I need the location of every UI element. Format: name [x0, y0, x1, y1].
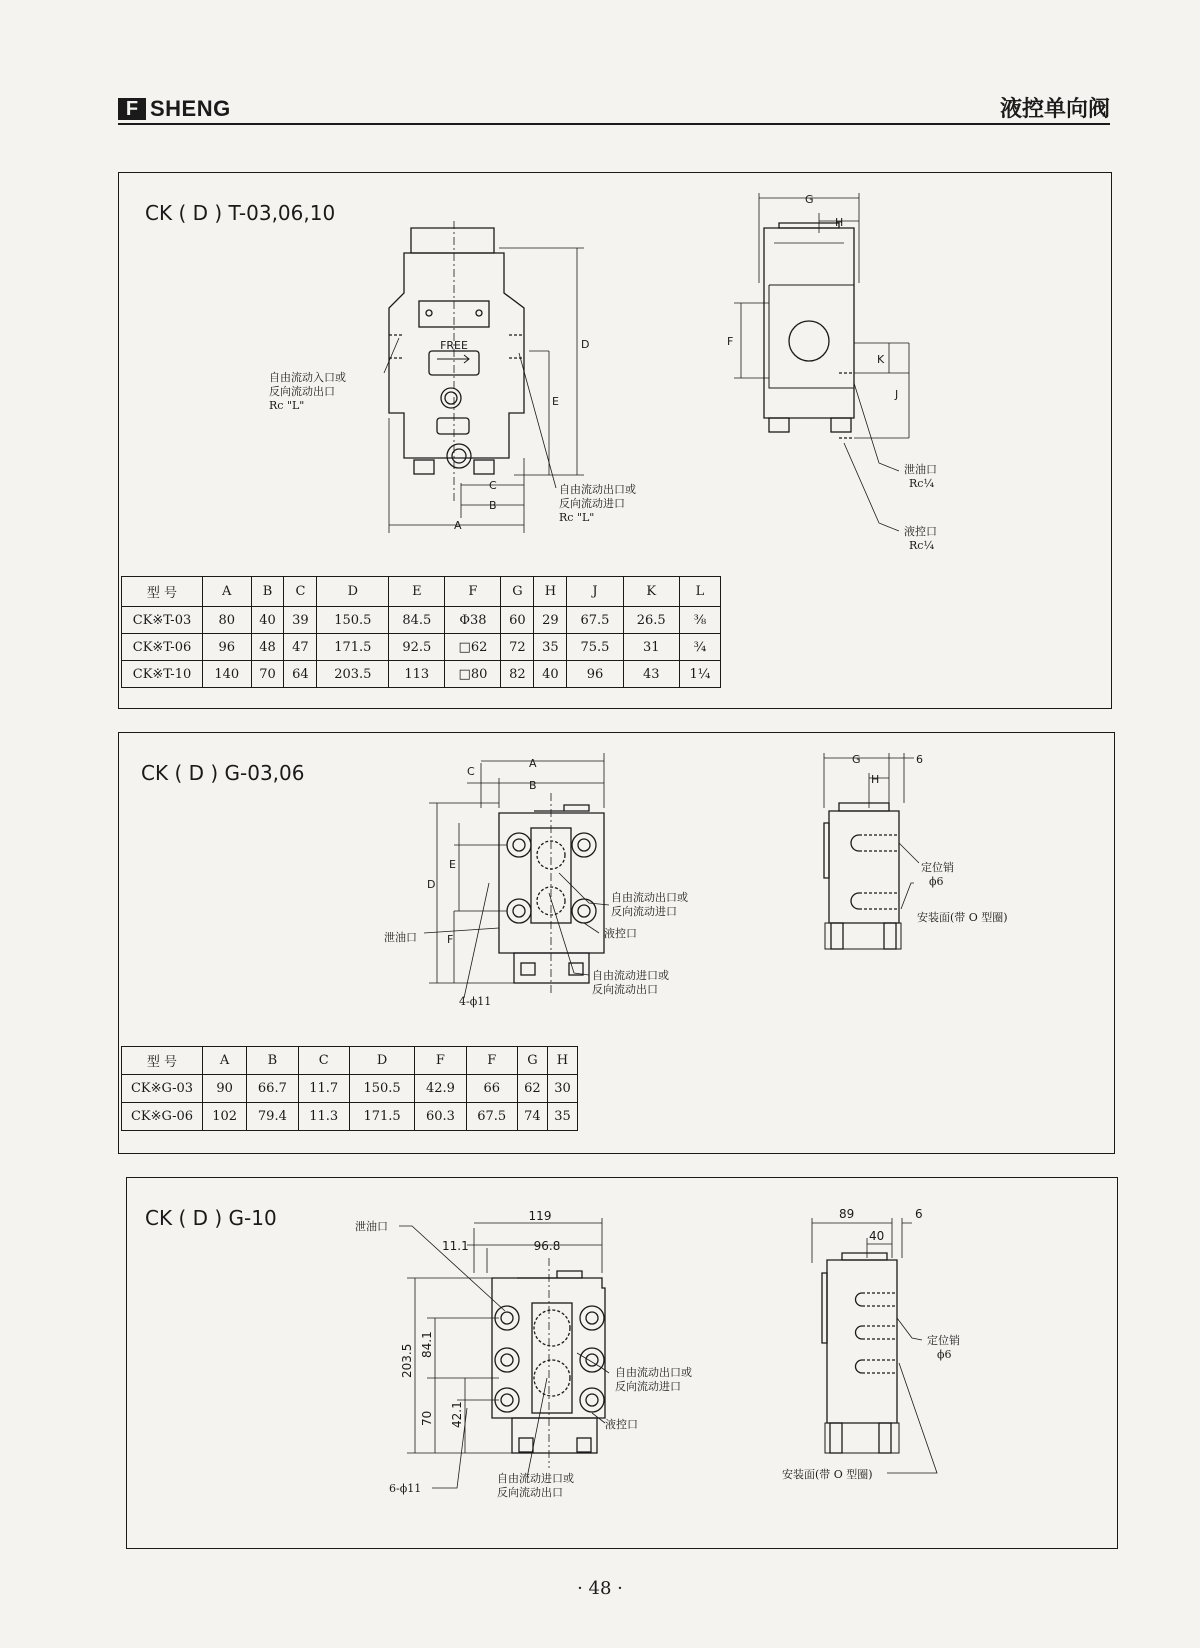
section-title: CK ( D ) T-03,06,10	[145, 201, 336, 225]
table-cell: 80	[203, 607, 252, 634]
table-cell: 171.5	[317, 634, 389, 661]
label-pin-2: ϕ6	[937, 1348, 952, 1361]
table-header: A	[203, 1047, 247, 1075]
table-header: D	[317, 577, 389, 607]
table-cell: 31	[623, 634, 679, 661]
table-cell: 96	[203, 634, 252, 661]
section-ckg10-panel	[126, 1177, 1118, 1549]
page-number: · 48 ·	[577, 1578, 623, 1599]
label-drain: 泄油口	[384, 931, 417, 944]
table-header: F	[415, 1047, 466, 1075]
dim-E: E	[449, 858, 456, 871]
label-port-out: 自由流动出口或	[559, 483, 636, 496]
brand-logo	[118, 96, 231, 122]
table-header: G	[517, 1047, 547, 1075]
label-pin: 定位销	[927, 1334, 960, 1347]
dim-A: A	[529, 757, 537, 770]
dim-C: C	[467, 765, 475, 778]
table-header: F	[466, 1047, 517, 1075]
table-cell: 150.5	[317, 607, 389, 634]
label-port-out-2: 反向流动进口	[559, 497, 625, 510]
table-row	[122, 661, 721, 688]
dim-A: A	[454, 519, 462, 532]
dim-C: C	[489, 479, 497, 492]
label-drain: 泄油口	[904, 463, 937, 476]
dim-40: 40	[869, 1229, 885, 1243]
dim-119: 119	[528, 1209, 552, 1223]
dim-F: F	[447, 933, 454, 946]
table-cell: CK※T-06	[122, 634, 203, 661]
label-pilot-2: Rc¼	[909, 539, 935, 552]
logo-text: SHENG	[150, 96, 231, 121]
label-mount: 安装面(带 O 型圈)	[782, 1468, 873, 1481]
table-cell: 67.5	[567, 607, 623, 634]
label-out-2: 反向流动进口	[611, 905, 677, 918]
table-cell: 35	[547, 1103, 577, 1131]
table-cell: 90	[203, 1075, 247, 1103]
dim-H: H	[835, 216, 844, 229]
dim-203-5: 203.5	[400, 1343, 414, 1378]
label-port-in: 自由流动入口或	[269, 371, 346, 384]
table-cell: 35	[534, 634, 567, 661]
dim-F: F	[727, 335, 734, 348]
page-title: 液控单向阀	[999, 97, 1110, 122]
dim-84-1: 84.1	[420, 1331, 434, 1358]
table-cell: □80	[445, 661, 501, 688]
table-cell: 30	[547, 1075, 577, 1103]
table-cell: 66.7	[247, 1075, 298, 1103]
table-row	[122, 1103, 578, 1131]
table-cell: 171.5	[349, 1103, 414, 1131]
label-pin-2: ϕ6	[929, 875, 944, 888]
table-cell: 82	[501, 661, 534, 688]
table-cell: 40	[534, 661, 567, 688]
table-header: K	[623, 577, 679, 607]
label-drain-2: Rc¼	[909, 477, 935, 490]
dim-D: D	[427, 878, 436, 891]
dim-D: D	[581, 338, 590, 351]
table-cell: 48	[251, 634, 284, 661]
label-in: 自由流动进口或	[592, 969, 669, 982]
table-header: B	[251, 577, 284, 607]
table-cell: 42.9	[415, 1075, 466, 1103]
table-row	[122, 607, 721, 634]
table-cell: 113	[389, 661, 445, 688]
dim-H: H	[871, 773, 880, 786]
table-cell: 64	[284, 661, 317, 688]
dim-6: 6	[916, 753, 923, 766]
table-cell: 140	[203, 661, 252, 688]
table-cell: 43	[623, 661, 679, 688]
header-divider	[118, 123, 1110, 125]
table-cell: CK※T-10	[122, 661, 203, 688]
table-header: F	[445, 577, 501, 607]
label-in-2: 反向流动出口	[592, 983, 658, 996]
table-header-row	[122, 577, 721, 607]
table-cell: 66	[466, 1075, 517, 1103]
free-marker: FREE	[440, 339, 468, 352]
table-row	[122, 634, 721, 661]
table-header: G	[501, 577, 534, 607]
label-pilot: 液控口	[604, 927, 637, 940]
label-pilot: 液控口	[605, 1418, 638, 1431]
table-header: A	[203, 577, 252, 607]
dim-E: E	[552, 395, 559, 408]
table-cell: 70	[251, 661, 284, 688]
table-cell: 74	[517, 1103, 547, 1131]
table-cell: 96	[567, 661, 623, 688]
table-cell: ⅜	[679, 607, 720, 634]
label-in: 自由流动进口或	[497, 1472, 574, 1485]
table-cell: 150.5	[349, 1075, 414, 1103]
label-mount: 安装面(带 O 型圈)	[917, 911, 1008, 924]
table-cell: 79.4	[247, 1103, 298, 1131]
table-cell: 203.5	[317, 661, 389, 688]
dim-42-1: 42.1	[450, 1401, 464, 1428]
table-cell: 60.3	[415, 1103, 466, 1131]
dim-G: G	[805, 193, 814, 206]
label-pilot: 液控口	[904, 525, 937, 538]
dim-89: 89	[839, 1207, 855, 1221]
table-cell: 67.5	[466, 1103, 517, 1131]
table-cell: 47	[284, 634, 317, 661]
table-header: C	[284, 577, 317, 607]
label-drain: 泄油口	[355, 1220, 388, 1233]
table-header: H	[534, 577, 567, 607]
ckg10-drawing	[127, 1178, 1117, 1548]
section-title: CK ( D ) G-03,06	[141, 761, 305, 785]
section-ckg-panel	[118, 732, 1115, 1154]
table-cell: ¾	[679, 634, 720, 661]
dim-70: 70	[420, 1410, 434, 1426]
table-cell: 62	[517, 1075, 547, 1103]
table-header: D	[349, 1047, 414, 1075]
table-header: J	[567, 577, 623, 607]
table-cell: 72	[501, 634, 534, 661]
section-title: CK ( D ) G-10	[145, 1206, 277, 1230]
dim-G: G	[852, 753, 861, 766]
ckg-spec-table	[121, 1046, 578, 1131]
table-cell: 11.3	[298, 1103, 349, 1131]
label-holes: 6-ϕ11	[389, 1482, 422, 1495]
table-cell: 1¼	[679, 661, 720, 688]
section-ckt-panel	[118, 172, 1112, 709]
table-cell: Φ38	[445, 607, 501, 634]
table-cell: CK※T-03	[122, 607, 203, 634]
table-row	[122, 1075, 578, 1103]
label-pin: 定位销	[921, 861, 954, 874]
table-header: E	[389, 577, 445, 607]
table-header: C	[298, 1047, 349, 1075]
table-cell: □62	[445, 634, 501, 661]
label-out: 自由流动出口或	[615, 1366, 692, 1379]
label-port-in-3: Rc "L"	[269, 399, 305, 412]
table-header: 型 号	[122, 577, 203, 607]
dim-96-8: 96.8	[533, 1239, 561, 1253]
label-holes: 4-ϕ11	[459, 995, 492, 1008]
table-cell: 102	[203, 1103, 247, 1131]
logo-mark: F	[118, 98, 146, 120]
table-cell: CK※G-03	[122, 1075, 203, 1103]
table-cell: 29	[534, 607, 567, 634]
dim-6: 6	[915, 1207, 923, 1221]
table-header-row	[122, 1047, 578, 1075]
label-port-in-2: 反向流动出口	[269, 385, 335, 398]
dim-K: K	[877, 353, 885, 366]
label-port-out-3: Rc "L"	[559, 511, 595, 524]
dim-B: B	[489, 499, 497, 512]
table-header: B	[247, 1047, 298, 1075]
table-cell: 39	[284, 607, 317, 634]
table-cell: 60	[501, 607, 534, 634]
label-in-2: 反向流动出口	[497, 1486, 563, 1499]
table-cell: 26.5	[623, 607, 679, 634]
table-header: 型 号	[122, 1047, 203, 1075]
dim-11-1: 11.1	[442, 1239, 469, 1253]
table-cell: 40	[251, 607, 284, 634]
table-cell: 92.5	[389, 634, 445, 661]
table-cell: CK※G-06	[122, 1103, 203, 1131]
dim-B: B	[529, 779, 537, 792]
ckt-spec-table	[121, 576, 721, 688]
label-out-2: 反向流动进口	[615, 1380, 681, 1393]
table-header: H	[547, 1047, 577, 1075]
table-header: L	[679, 577, 720, 607]
label-out: 自由流动出口或	[611, 891, 688, 904]
table-cell: 84.5	[389, 607, 445, 634]
table-cell: 75.5	[567, 634, 623, 661]
table-cell: 11.7	[298, 1075, 349, 1103]
dim-J: J	[895, 388, 899, 401]
